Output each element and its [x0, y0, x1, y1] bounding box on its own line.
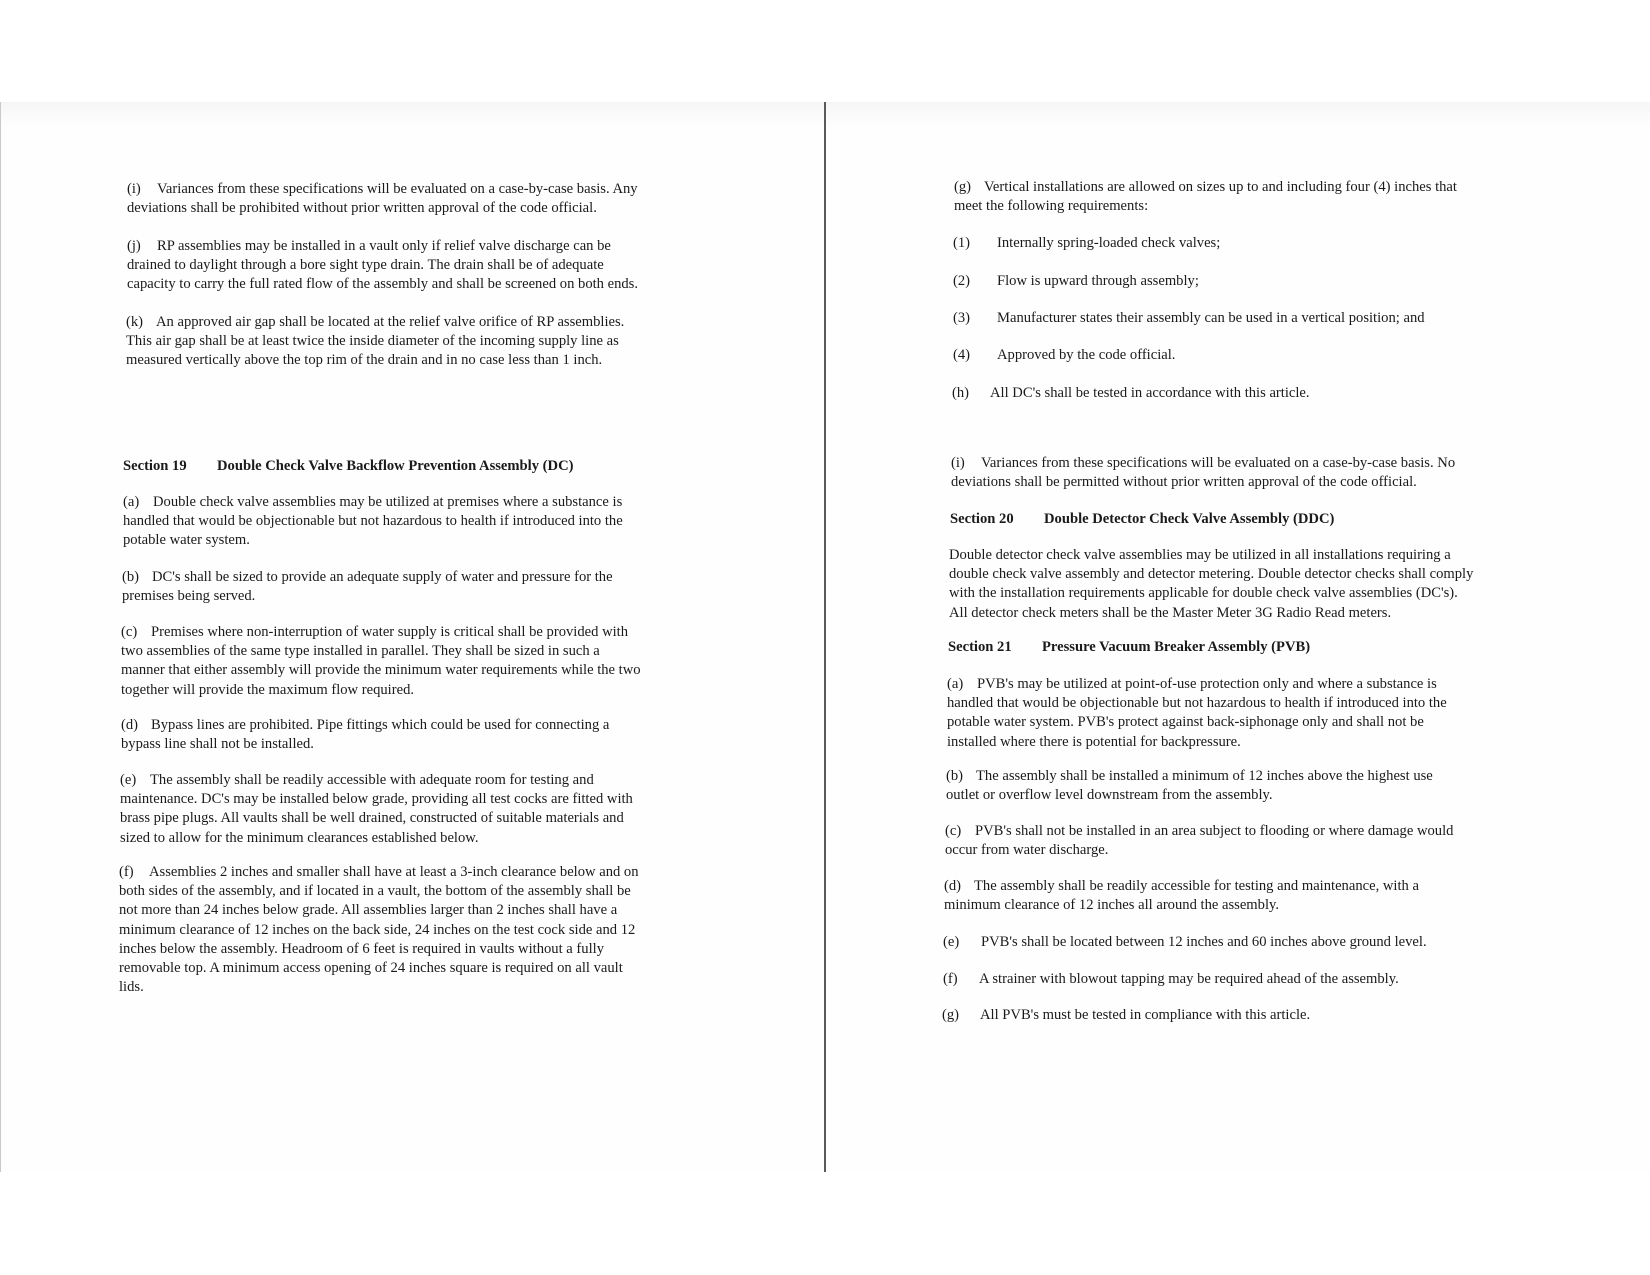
paragraph-b-right: (b) The assembly shall be installed a minimum of 12 inches above the highest use outlet or overflow level downstream from the assembly. [946, 768, 1433, 804]
list-item: (3) Manufacturer states their assembly can be used in a vertical position; and [953, 310, 1425, 326]
paragraph-f-right: (f) A strainer with blowout tapping may be required ahead of the assembly. [943, 971, 1399, 987]
paragraph-e-right: (e) PVB's shall be located between 12 inches and 60 inches above ground level. [943, 934, 1427, 950]
right-page [826, 102, 1650, 1172]
paragraph-k: (k) An approved air gap shall be located at the relief valve orifice of RP assemblies. This air gap shall be at least twice the inside diameter of the incoming supply line as measured vertically above the top rim of the drain and in no case less than 1 inch. [126, 314, 625, 369]
paragraph-g2-right: (g) All PVB's must be tested in compliance with this article. [942, 1007, 1311, 1023]
left-page [0, 102, 825, 1172]
scanned-spread [0, 102, 1650, 1172]
paragraph-b-left: (b) DC's shall be sized to provide an adequate supply of water and pressure for the premises being served. [122, 569, 613, 605]
paragraph-d-right: (d) The assembly shall be readily accessible for testing and maintenance, with a minimum clearance of 12 inches all around the assembly. [944, 878, 1419, 914]
paragraph-e-left: (e) The assembly shall be readily accessible with adequate room for testing and maintenance. DC's may be installed below grade, providing all test cocks are fitted with brass pipe plugs. All vaults shall be well drained, constructed of suitable materials and sized to allow for the minimum clearances established below. [120, 772, 633, 846]
paragraph-h-right: (h) All DC's shall be tested in accordance with this article. [952, 385, 1310, 401]
paragraph-f-left: (f) Assemblies 2 inches and smaller shall have at least a 3-inch clearance below and on both sides of the assembly, and if located in a vault, the bottom of the assembly shall be not more than 24 inches below grade. All assemblies larger than 2 inches shall have a minimum clearance of 12 inches on the back side, 24 inches on the test cock side and 12 inches below the assembly. Headroom of 6 feet is required in vaults without a fully removable top. A minimum access opening of 24 inches square is required on all vault lids. [119, 864, 639, 996]
paragraph-j: (j) RP assemblies may be installed in a vault only if relief valve discharge can be drained to daylight through a bore sight type drain. The drain shall be of adequate capacity to carry the full rated flow of the assembly and shall be screened on both ends. [127, 238, 639, 293]
list-item: (1) Internally spring-loaded check valves; [953, 235, 1221, 251]
section-21-heading: Section 21 Pressure Vacuum Breaker Assembly (PVB) [948, 639, 1311, 655]
scan-edge [1, 102, 825, 126]
paragraph-i-right: (i) Variances from these specifications will be evaluated on a case-by-case basis. No deviations shall be permitted without prior written approval of the code official. [951, 455, 1456, 491]
scan-edge [826, 102, 1650, 126]
paragraph-c-left: (c) Premises where non-interruption of water supply is critical shall be provided with two assemblies of the same type installed in parallel. They shall be sized in such a manner that either assembly will provide the minimum water requirements while the two together will provide the maximum flow required. [121, 624, 641, 698]
paragraph-c-right: (c) PVB's shall not be installed in an area subject to flooding or where damage would occur from water discharge. [945, 823, 1454, 859]
paragraph-d-left: (d) Bypass lines are prohibited. Pipe fittings which could be used for connecting a bypass line shall not be installed. [121, 717, 610, 753]
paragraph-i-left: (i) Variances from these specifications will be evaluated on a case-by-case basis. Any deviations shall be prohibited without prior written approval of the code official. [127, 181, 638, 217]
paragraph-ddc: Double detector check valve assemblies may be utilized in all installations requiring a double check valve assembly and detector metering. Double detector checks shall comply with the installation requirements applicable for double check valve assemblies (DC's). All detector check meters shall be the Master Meter 3G Radio Read meters. [949, 547, 1474, 621]
list-item: (4) Approved by the code official. [953, 347, 1176, 363]
paragraph-a-left: (a) Double check valve assemblies may be utilized at premises where a substance is handled that would be objectionable but not hazardous to health if introduced into the potable water system. [123, 494, 623, 549]
section-20-heading: Section 20 Double Detector Check Valve Assembly (DDC) [950, 511, 1335, 527]
paragraph-g-right: (g) Vertical installations are allowed on sizes up to and including four (4) inches that meet the following requirements: [954, 179, 1457, 215]
section-19-heading: Section 19 Double Check Valve Backflow Prevention Assembly (DC) [123, 458, 574, 474]
list-item: (2) Flow is upward through assembly; [953, 273, 1199, 289]
paragraph-a-right: (a) PVB's may be utilized at point-of-use protection only and where a substance is handled that would be objectionable but not hazardous to health if introduced into the potable water system. PVB's protect against back-siphonage only and shall not be installed where there is potential for backpressure. [947, 676, 1447, 750]
